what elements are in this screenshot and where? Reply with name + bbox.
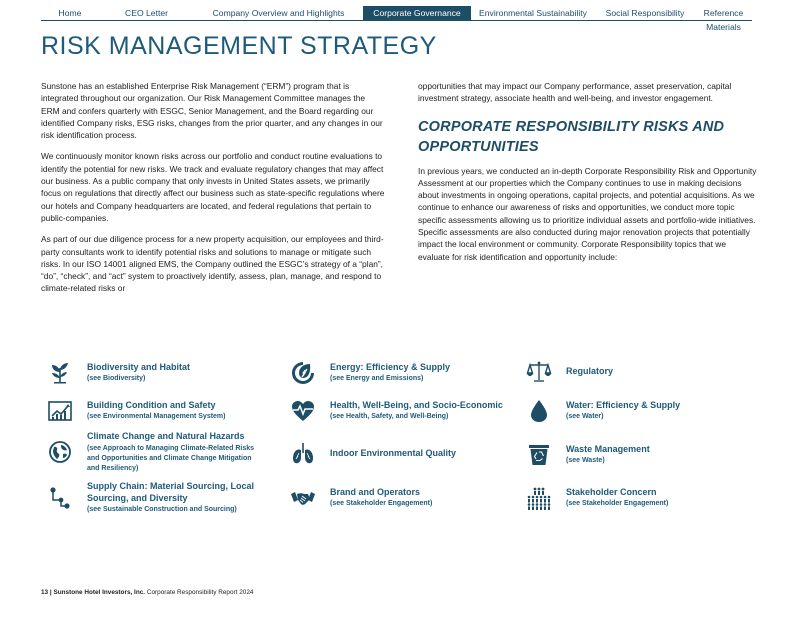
topic-subtitle: (see Approach to Managing Climate-Related Risks and Opportunities and Climate Change Mitigation and Resiliency) [87,444,254,472]
supply-chain-icon [45,483,75,513]
energy-leaf-icon [288,358,318,388]
topic-subtitle: (see Stakeholder Engagement) [566,500,669,508]
topic-subtitle: (see Environmental Management System) [87,413,226,421]
topic-waste[interactable] [524,440,724,470]
topic-title: Climate Change and Natural Hazards [87,431,245,441]
topic-title: Building Condition and Safety [87,399,216,410]
topic-subtitle: (see Biodiversity) [87,375,146,383]
tab-company-overview[interactable]: Company Overview and Highlights [212,8,345,18]
topic-supply-chain[interactable] [45,481,260,515]
paragraph-assessment: In previous years, we conducted an in-depth Corporate Responsibility Risk and Opportunity Assessment at our properties which the Company continues to use in making decisions about investments in ongoing operations, capital projects, and potential acquisitions. As we continue to enhance our awareness of risks and opportunities, we conduct more topic specific assessments allowing us to prioritize individual assets and portfolio-wide initiatives. Specific assessments are also conducted during major renovation projects that potentially impact the local environment or community. Corporate Responsibility topics that we evaluate for risk identification and opportunity include: [418,165,757,262]
topic-title: Regulatory [566,365,614,376]
topic-subtitle: (see Health, Safety, and Well-Being) [330,413,449,421]
topic-title: Waste Management [566,443,650,454]
tab-environmental-sustainability[interactable]: Environmental Sustainability [479,8,587,18]
topic-regulatory[interactable] [524,357,724,387]
topic-title: Energy: Efficiency & Supply [330,361,451,372]
topic-stakeholder[interactable] [524,483,724,513]
topic-subtitle: (see Energy and Emissions) [330,375,424,383]
footer-report-name: Corporate Responsibility Report 2024 [145,589,254,596]
topic-subtitle: (see Stakeholder Engagement) [330,500,433,508]
topic-title: Biodiversity and Habitat [87,361,191,372]
topic-energy[interactable] [288,358,503,388]
globe-icon [45,437,75,467]
topic-subtitle: (see Sustainable Construction and Sourcing) [87,506,237,513]
topic-title: Supply Chain: Material Sourcing, Local Sourcing, and Diversity [87,481,255,503]
plant-icon [45,358,75,388]
page-title: RISK MANAGEMENT STRATEGY [41,32,437,60]
section-heading: CORPORATE RESPONSIBILITY RISKS AND OPPORTUNITIES [418,118,725,155]
topic-water[interactable] [524,396,724,426]
paragraph-continued: opportunities that may impact our Company performance, asset preservation, capital investment strategy, associate health and well-being, and investor engagement. [418,81,732,104]
topic-title: Stakeholder Concern [566,486,657,497]
recycle-bin-icon [524,440,554,470]
topic-title: Water: Efficiency & Supply [566,399,681,410]
paragraph-monitoring: We continuously monitor known risks across our portfolio and conduct routine evaluations to identify the potential for new risks. We track and evaluate regulatory changes that may affect our business. As a public company that only invests in United States assets, we primarily focus on regulations that directly affect our business such as state-specific regulations where our hotels and Company headquarters are located, and federal regulations that pertain to public-companies. [41,151,385,223]
building-chart-icon [45,396,75,426]
footer-page-company: 13 | Sunstone Hotel Investors, Inc. [41,589,146,596]
lungs-icon [288,439,318,469]
people-group-icon [524,483,554,513]
water-drop-icon [524,396,554,426]
handshake-icon [288,483,318,513]
scales-icon [524,357,554,387]
right-column [418,80,758,272]
paragraph-due-diligence: As part of our due diligence process for a new property acquisition, our employees and third-party consultants work to identify potential risks and solutions to manage or mitigate such risks. In our ISO 14001 aligned EMS, the Company outlined the ESGC’s strategy of a “plan”, “do”, “check”, and “act” system to proactively identify, assess, plan, manage, and respond to climate-related risks or [41,234,384,294]
topic-subtitle: (see Waste) [566,457,605,465]
topic-brand-operators[interactable] [288,483,503,513]
tab-corporate-governance[interactable]: Corporate Governance [363,6,471,20]
topic-title: Indoor Environmental Quality [330,447,457,458]
topic-building-condition[interactable] [45,396,260,426]
topic-indoor-environmental-quality[interactable] [288,439,503,469]
topic-climate-change[interactable] [45,431,260,474]
topic-health[interactable] [288,396,518,426]
page-footer [41,589,253,596]
topic-subtitle: (see Water) [566,413,604,421]
tab-reference-materials[interactable]: Reference Materials [703,8,744,32]
topic-biodiversity[interactable] [45,358,260,388]
heart-pulse-icon [288,396,318,426]
tab-home[interactable]: Home [58,8,82,18]
left-column [41,80,385,304]
topic-title: Health, Well-Being, and Socio-Economic [330,399,503,410]
tab-ceo-letter[interactable]: CEO Letter [125,8,168,18]
paragraph-erm: Sunstone has an established Enterprise Risk Management (“ERM”) program that is integrated throughout our organization. Our Risk Management Committee manages the ERM and confers quarterly with ESGC, Senior Management, and the Board regarding our identified Company risks, ESG risks, changes from the prior quarter, and any changes in our risk identification process. [41,81,383,141]
topic-title: Brand and Operators [330,486,421,497]
top-navigation [41,6,752,32]
tab-social-responsibility[interactable]: Social Responsibility [605,8,685,18]
